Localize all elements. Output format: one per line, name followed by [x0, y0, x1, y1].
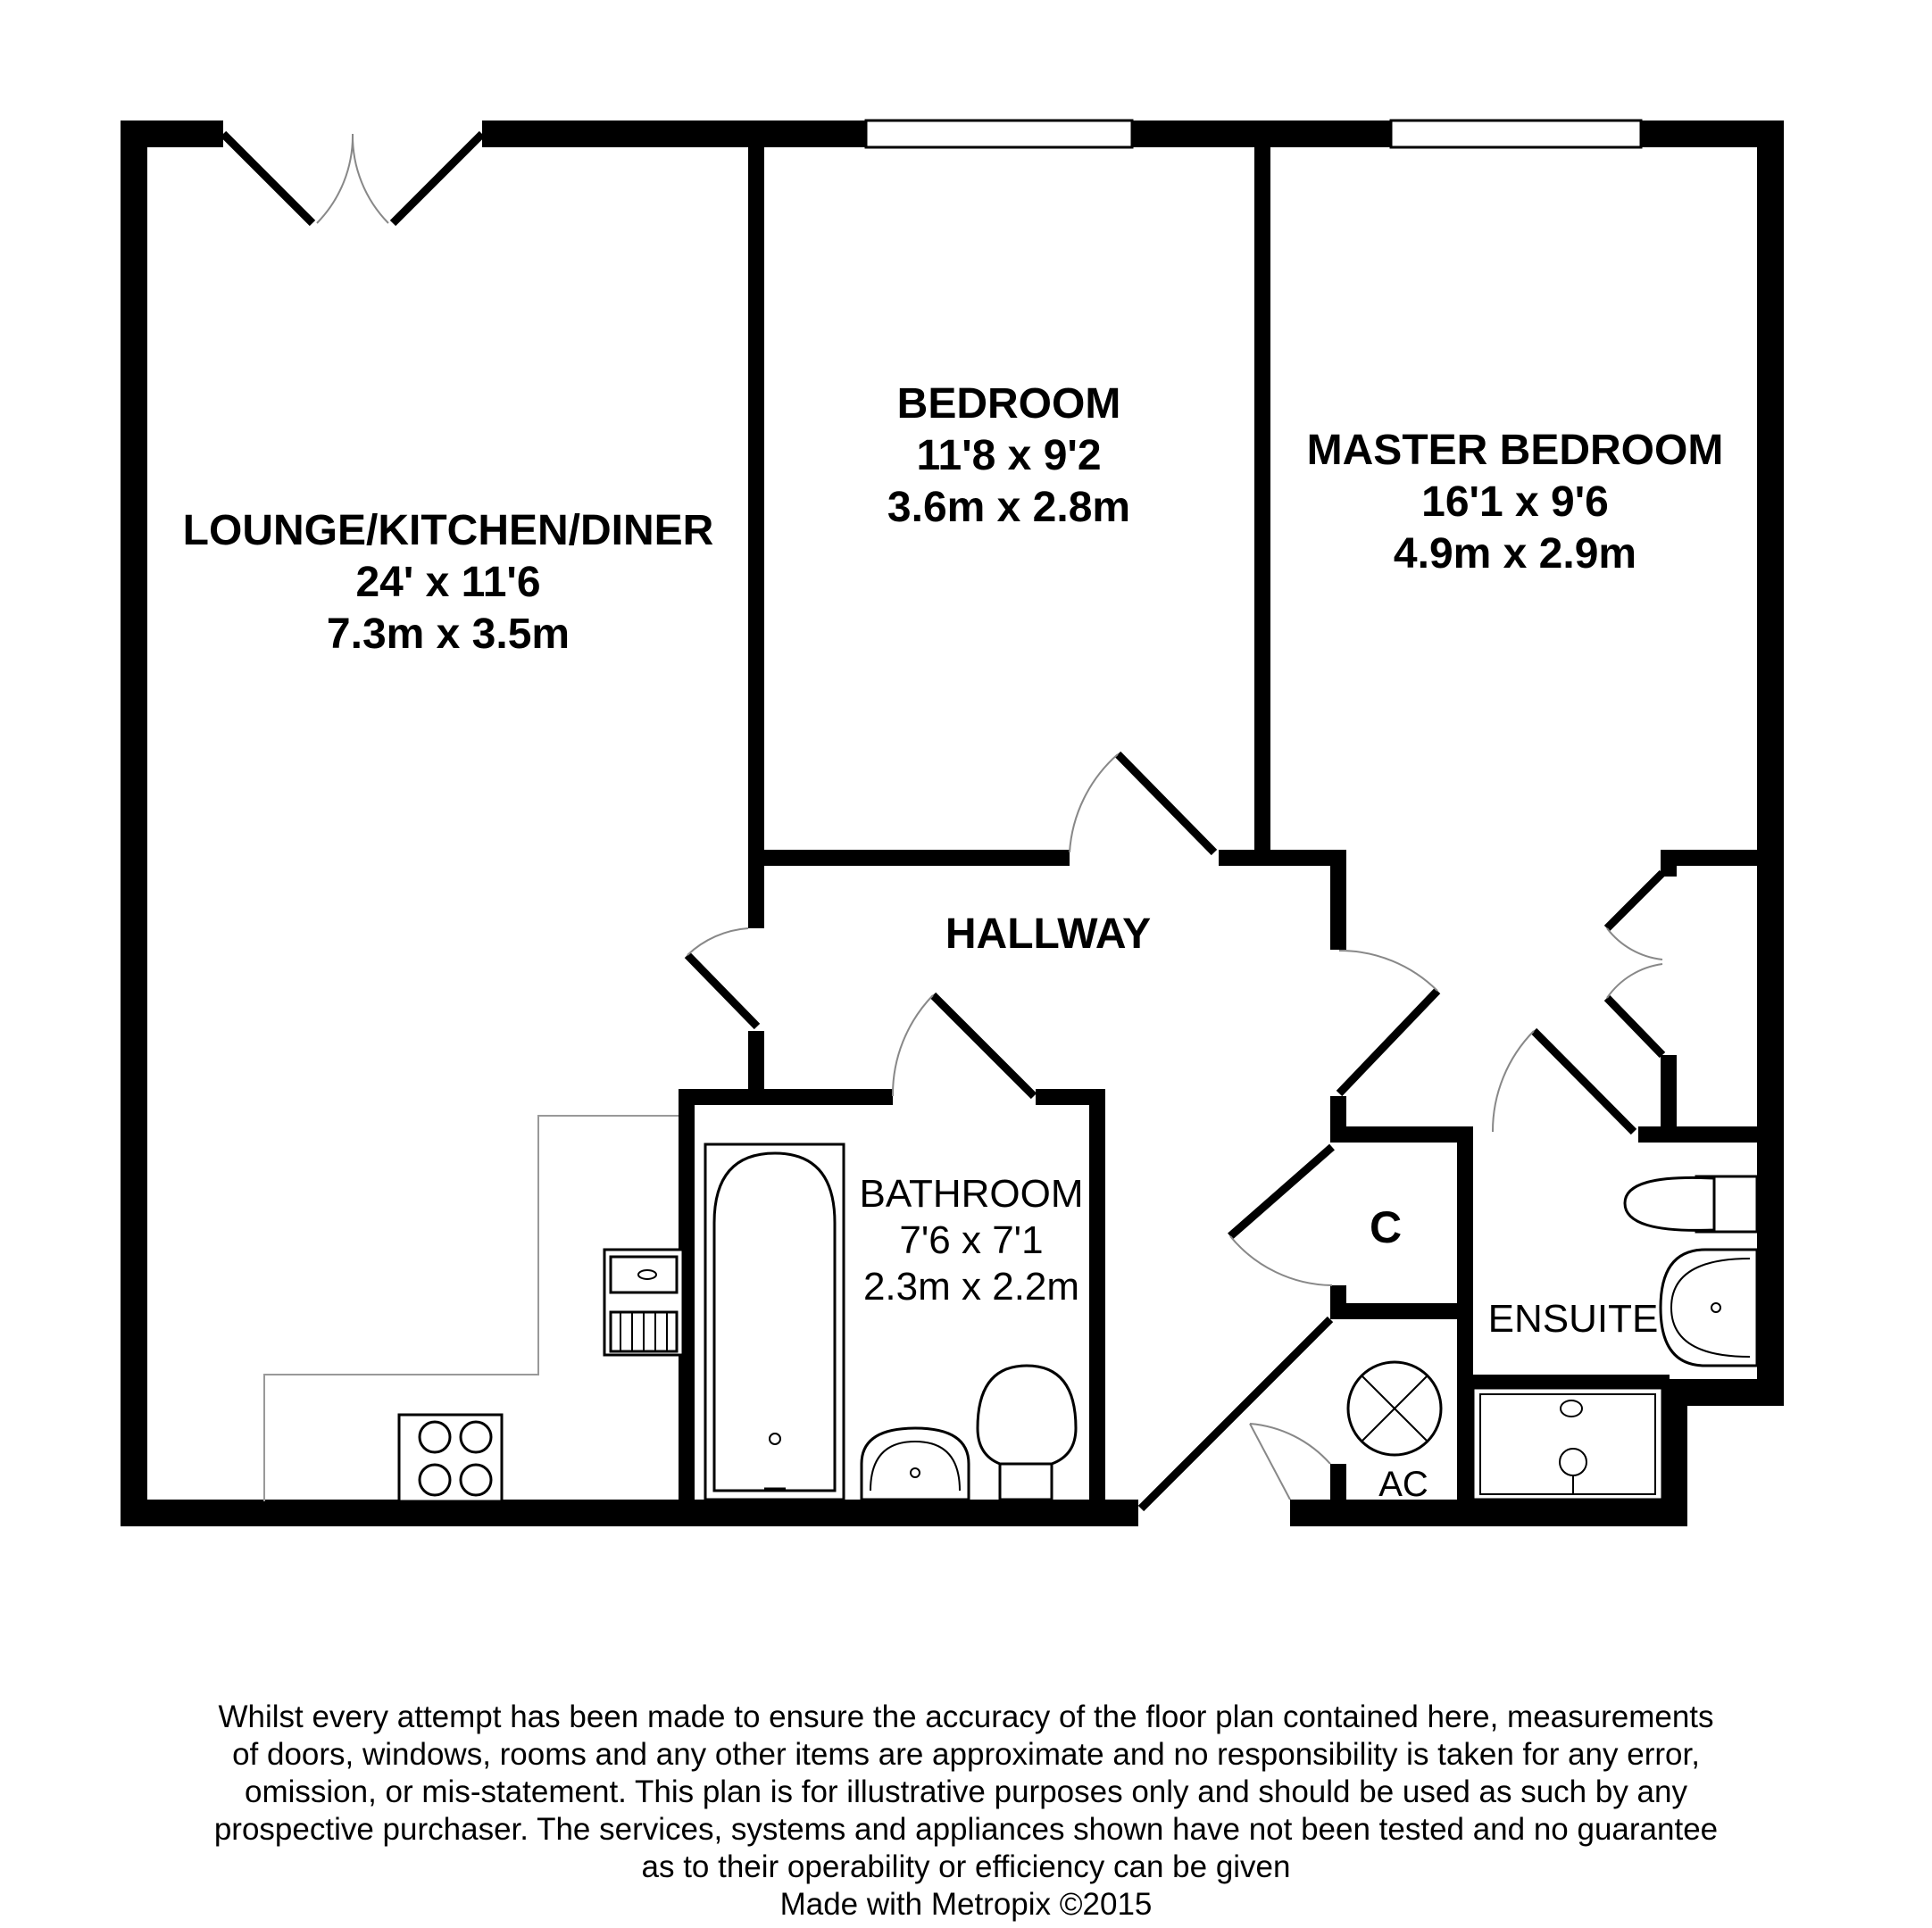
bathroom-name: BATHROOM [859, 1172, 1084, 1216]
master-imperial: 16'1 x 9'6 [1421, 478, 1609, 526]
bedroom-window [866, 120, 1132, 147]
master-metric: 4.9m x 2.9m [1393, 530, 1637, 578]
bathroom-imperial: 7'6 x 7'1 [899, 1218, 1044, 1262]
french-doors [223, 134, 482, 223]
lounge-name: LOUNGE/KITCHEN/DINER [182, 507, 714, 554]
airing-cupboard-name: AC [1378, 1465, 1428, 1504]
hob [399, 1415, 502, 1501]
bath [705, 1144, 844, 1500]
cupboard-name: C [1369, 1202, 1403, 1252]
bedroom-imperial: 11'8 x 9'2 [916, 432, 1102, 479]
bedroom-label [887, 380, 1130, 531]
bathroom-label [860, 1172, 1084, 1309]
bedroom-name: BEDROOM [896, 380, 1121, 428]
bathroom-toilet [978, 1366, 1076, 1500]
bedroom-metric: 3.6m x 2.8m [887, 484, 1131, 531]
disclaimer-line-1: Whilst every attempt has been made to ensure the accuracy of the floor plan contained here, measurements [218, 1699, 1714, 1734]
disclaimer-line-5: as to their operability or efficiency can be given [641, 1849, 1291, 1884]
lounge-metric: 7.3m x 3.5m [326, 611, 570, 658]
boiler-symbol [1348, 1362, 1441, 1455]
disclaimer [214, 1699, 1718, 1922]
master-name: MASTER BEDROOM [1306, 427, 1724, 474]
disclaimer-line-2: of doors, windows, rooms and any other items are approximate and no responsibility is taken for any error, [232, 1737, 1700, 1772]
shower-tray [1473, 1388, 1662, 1500]
master-bedroom-label [1307, 427, 1724, 578]
lounge-label [183, 507, 714, 658]
hallway-diagonal-wall [1141, 1319, 1330, 1508]
ensuite-name: ENSUITE [1487, 1297, 1659, 1341]
ensuite-toilet [1625, 1176, 1757, 1232]
lounge-imperial: 24' x 11'6 [355, 559, 541, 606]
bathroom-metric: 2.3m x 2.2m [862, 1265, 1080, 1309]
metropix-credit: Made with Metropix ©2015 [779, 1887, 1153, 1922]
disclaimer-line-3: omission, or mis-statement. This plan is for illustrative purposes only and should be used as such by any [245, 1774, 1687, 1809]
ensuite-basin [1661, 1250, 1757, 1366]
disclaimer-line-4: prospective purchaser. The services, systems and appliances shown have not been tested and no guarantee [213, 1812, 1719, 1847]
master-bedroom-window [1391, 120, 1641, 147]
hallway-name: HALLWAY [945, 910, 1152, 958]
bathroom-basin [862, 1428, 969, 1500]
kitchen-sink [604, 1250, 683, 1355]
